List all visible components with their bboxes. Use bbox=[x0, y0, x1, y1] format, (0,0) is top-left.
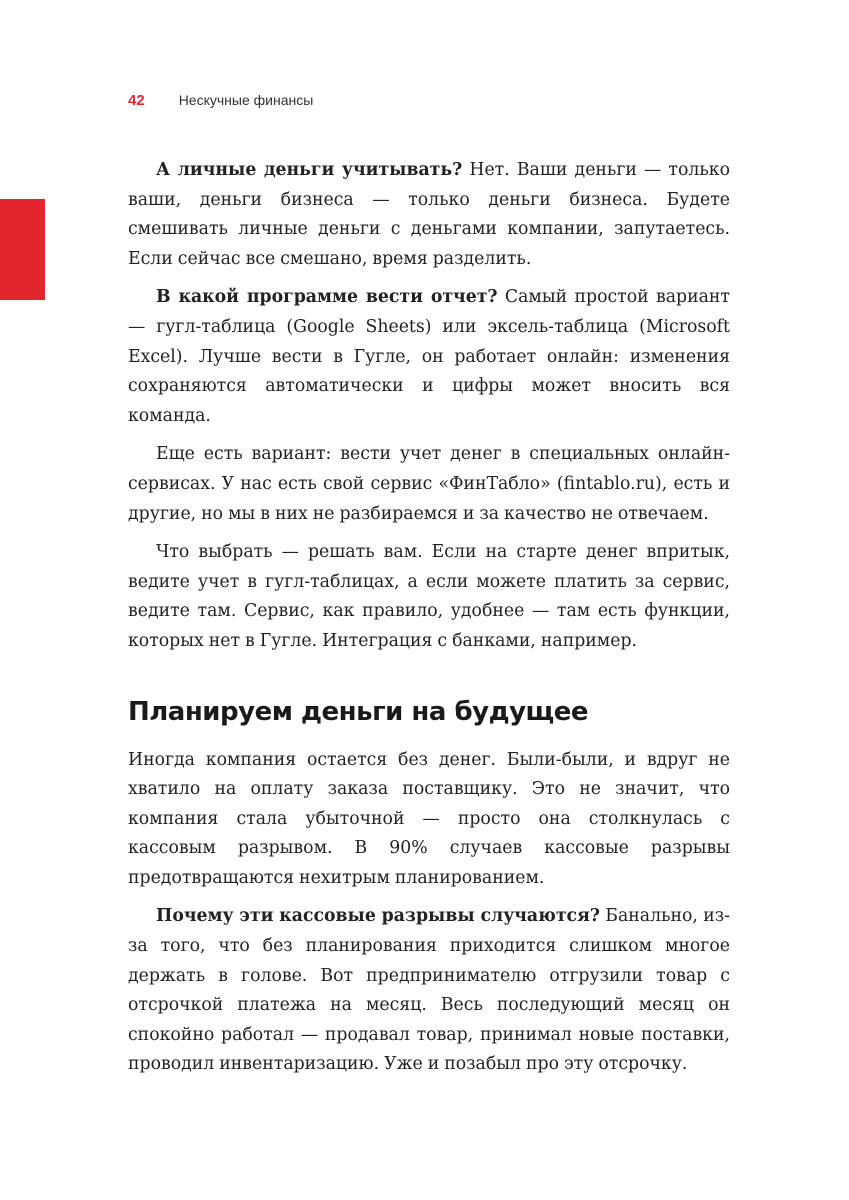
section-heading: Планируем деньги на будущее bbox=[128, 696, 589, 727]
paragraph-lead: Почему эти кассовые разрывы случаются? bbox=[156, 906, 600, 927]
paragraph-lead: В какой программе вести отчет? bbox=[156, 287, 498, 308]
book-title: Нескучные финансы bbox=[178, 92, 314, 108]
running-head bbox=[128, 90, 313, 111]
paragraph-what-to-choose bbox=[128, 538, 730, 656]
page-content bbox=[128, 156, 730, 1089]
paragraph-text: Что выбрать — решать вам. Если на старте денег впритык, ведите учет в гугл-таблицах, а если можете платить за сервис, ведите там. Сервис, как правило, удобнее — там есть функции, которых нет в Гугле. Интеграция с банками, например. bbox=[128, 542, 730, 651]
paragraph-text: Нет. Ваши деньги — только ваши, деньги бизнеса — только деньги бизнеса. Будете смешивать личные деньги с деньгами компании, запутаетесь. Если сейчас все смешано, время разделить. bbox=[128, 160, 730, 269]
paragraph-personal-money bbox=[128, 156, 730, 274]
paragraph-why-gaps bbox=[128, 902, 730, 1080]
paragraph-which-program bbox=[128, 283, 730, 431]
page-number: 42 bbox=[128, 92, 145, 109]
paragraph-cash-gap bbox=[128, 746, 730, 894]
chapter-side-tab bbox=[0, 199, 45, 300]
paragraph-text: Еще есть вариант: вести учет денег в специальных онлайн-сервисах. У нас есть свой сервис «ФинТабло» (fintablo.ru), есть и другие, но мы в них не разбираемся и за качество не отвечаем. bbox=[128, 444, 730, 524]
paragraph-text: Иногда компания остается без денег. Были-были, и вдруг не хватило на оплату заказа поставщику. Это не значит, что компания стала убыточной — просто она столкнулась с кассовым разрывом. В 90% случаев кассовые разрывы предотвращаются нехитрым планированием. bbox=[128, 749, 730, 888]
paragraph-lead: А личные деньги учитывать? bbox=[156, 160, 463, 180]
paragraph-text: Самый простой вариант — гугл-таблица (Google Sheets) или эксель-таблица (Microsoft Excel). Лучше вести в Гугле, он работает онлайн: изменения сохраняются автоматически и цифры может вносить вся команда. bbox=[128, 287, 730, 426]
paragraph-online-services bbox=[128, 440, 730, 529]
paragraph-text: Банально, из-за того, что без планирования приходится слишком многое держать в голове. Вот предпринимателю отгрузили товар с отсрочкой платежа на месяц. Весь последующий месяц он спокойно работал — продавал товар, принимал новые поставки, проводил инвентаризацию. Уже и позабыл про эту отсрочку. bbox=[128, 906, 730, 1075]
